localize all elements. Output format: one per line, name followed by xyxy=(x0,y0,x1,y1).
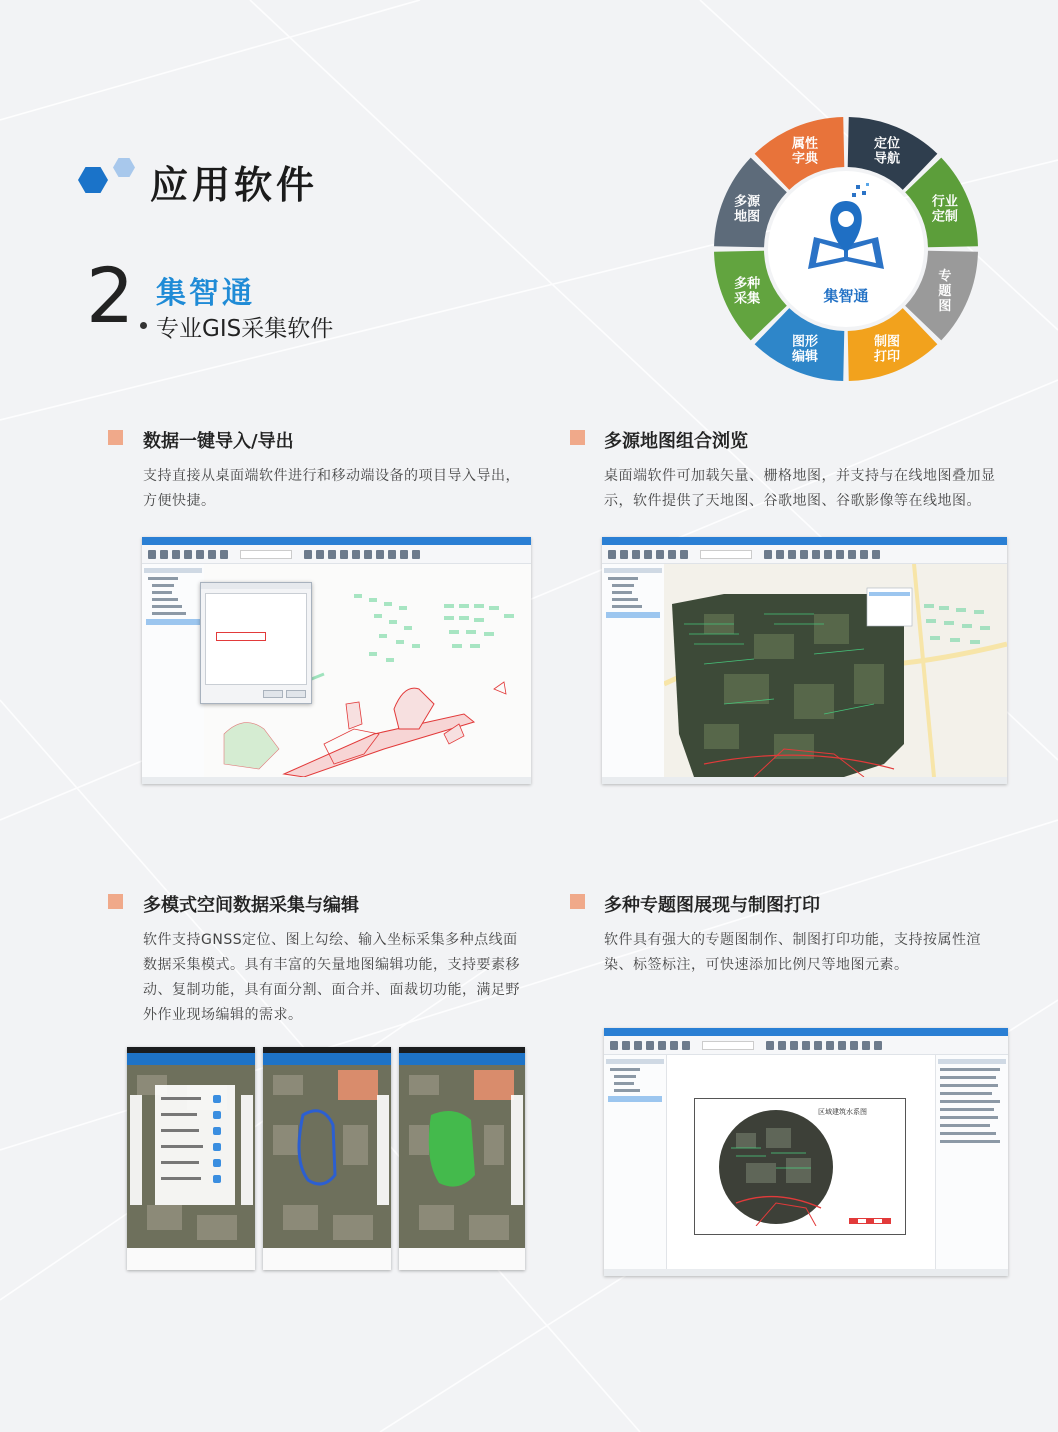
hexagon-small-icon xyxy=(113,158,135,177)
bullet-dot xyxy=(140,322,147,329)
screenshot-phone-collection-menu xyxy=(127,1047,255,1270)
section-number: 2 xyxy=(86,251,135,340)
layer-panel xyxy=(142,564,205,777)
layer-panel xyxy=(602,564,665,777)
wheel-segment-label: 采集 xyxy=(734,291,761,307)
page-title: 应用软件 xyxy=(150,163,319,207)
wheel-segment-label: 导航 xyxy=(873,151,900,167)
window-titlebar xyxy=(602,537,1007,545)
window-titlebar xyxy=(604,1028,1008,1036)
hexagon-icon xyxy=(78,167,108,193)
feature-title-multi-source-map: 多源地图组合浏览 xyxy=(604,431,748,452)
screenshot-import-export xyxy=(142,537,531,784)
phone-toolbar[interactable] xyxy=(399,1248,525,1270)
wheel-segment-label: 字典 xyxy=(792,151,819,167)
status-bar xyxy=(602,777,1007,784)
wheel-segment-label: 题 xyxy=(938,283,952,299)
feature-title-collection-editing: 多模式空间数据采集与编辑 xyxy=(143,895,359,916)
print-map-circle xyxy=(716,1108,836,1226)
screenshot-thematic-printing xyxy=(604,1028,1008,1276)
window-toolbar xyxy=(604,1036,1008,1055)
bullet-square xyxy=(570,430,585,445)
wheel-segment-label: 定位 xyxy=(873,136,900,152)
map-view xyxy=(399,1065,525,1248)
wheel-segment-label: 行业 xyxy=(931,194,958,210)
status-bar xyxy=(142,777,531,784)
phone-toolbar[interactable] xyxy=(127,1248,255,1270)
wheel-segment-label: 多种 xyxy=(734,276,761,292)
feature-title-thematic-printing: 多种专题图展现与制图打印 xyxy=(604,895,820,916)
wheel-center-label: 集智通 xyxy=(823,287,869,305)
wheel-segment-label: 地图 xyxy=(734,209,761,225)
feature-wheel xyxy=(710,115,982,383)
feature-desc-thematic-printing: 软件具有强大的专题图制作、制图打印功能，支持按属性渲 染、标签标注，可快速添加比例尺等地图元素。 xyxy=(604,932,981,973)
feature-desc-multi-source-map: 桌面端软件可加载矢量、栅格地图，并支持与在线地图叠加显 示，软件提供了天地图、谷歌地图、谷歌影像等在线地图。 xyxy=(604,468,996,509)
bullet-square xyxy=(108,430,123,445)
wheel-segment-label: 专 xyxy=(938,268,952,284)
map-view xyxy=(664,564,1007,777)
phone-toolbar[interactable] xyxy=(263,1248,391,1270)
map-view xyxy=(263,1065,391,1248)
feature-desc-import-export: 支持直接从桌面端软件进行和移动端设备的项目导入导出， 方便快捷。 xyxy=(143,468,520,509)
map-view xyxy=(127,1065,255,1248)
screenshot-multi-source-map xyxy=(602,537,1007,784)
wheel-segment-label: 属性 xyxy=(792,136,819,152)
screenshot-phone-polygon xyxy=(399,1047,525,1270)
bullet-square xyxy=(570,894,585,909)
window-titlebar xyxy=(142,537,531,545)
wheel-segment-label: 打印 xyxy=(873,349,900,365)
bullet-square xyxy=(108,894,123,909)
status-bar xyxy=(604,1269,1008,1276)
screenshot-phone-sketch xyxy=(263,1047,391,1270)
wheel-segment-label: 图 xyxy=(938,298,952,314)
window-toolbar xyxy=(142,545,531,564)
wheel-segment-label: 图形 xyxy=(792,334,819,350)
print-map-title: 区域建筑水系图 xyxy=(818,1108,867,1116)
wheel-segment-label: 编辑 xyxy=(792,349,819,365)
import-dialog[interactable] xyxy=(200,582,312,704)
product-subtitle: 专业GIS采集软件 xyxy=(156,316,334,342)
wheel-segment-label: 制图 xyxy=(873,334,900,350)
scale-bar xyxy=(849,1218,891,1224)
feature-title-import-export: 数据一键导入/导出 xyxy=(143,431,294,452)
window-toolbar xyxy=(602,545,1007,564)
layer-panel xyxy=(604,1055,667,1269)
feature-desc-collection-editing: 软件支持GNSS定位、图上勾绘、输入坐标采集多种点线面 数据采集模式。具有丰富的矢量地图编辑功能，支持要素移 动、复制功能，具有面分割、面合并、面裁切功能，满足野 外作业现场编辑的需求。 xyxy=(143,932,520,1023)
wheel-segment-label: 多源 xyxy=(734,194,761,210)
product-name: 集智通 xyxy=(156,276,255,311)
wheel-segment-label: 定制 xyxy=(931,209,958,225)
property-panel xyxy=(935,1055,1008,1269)
